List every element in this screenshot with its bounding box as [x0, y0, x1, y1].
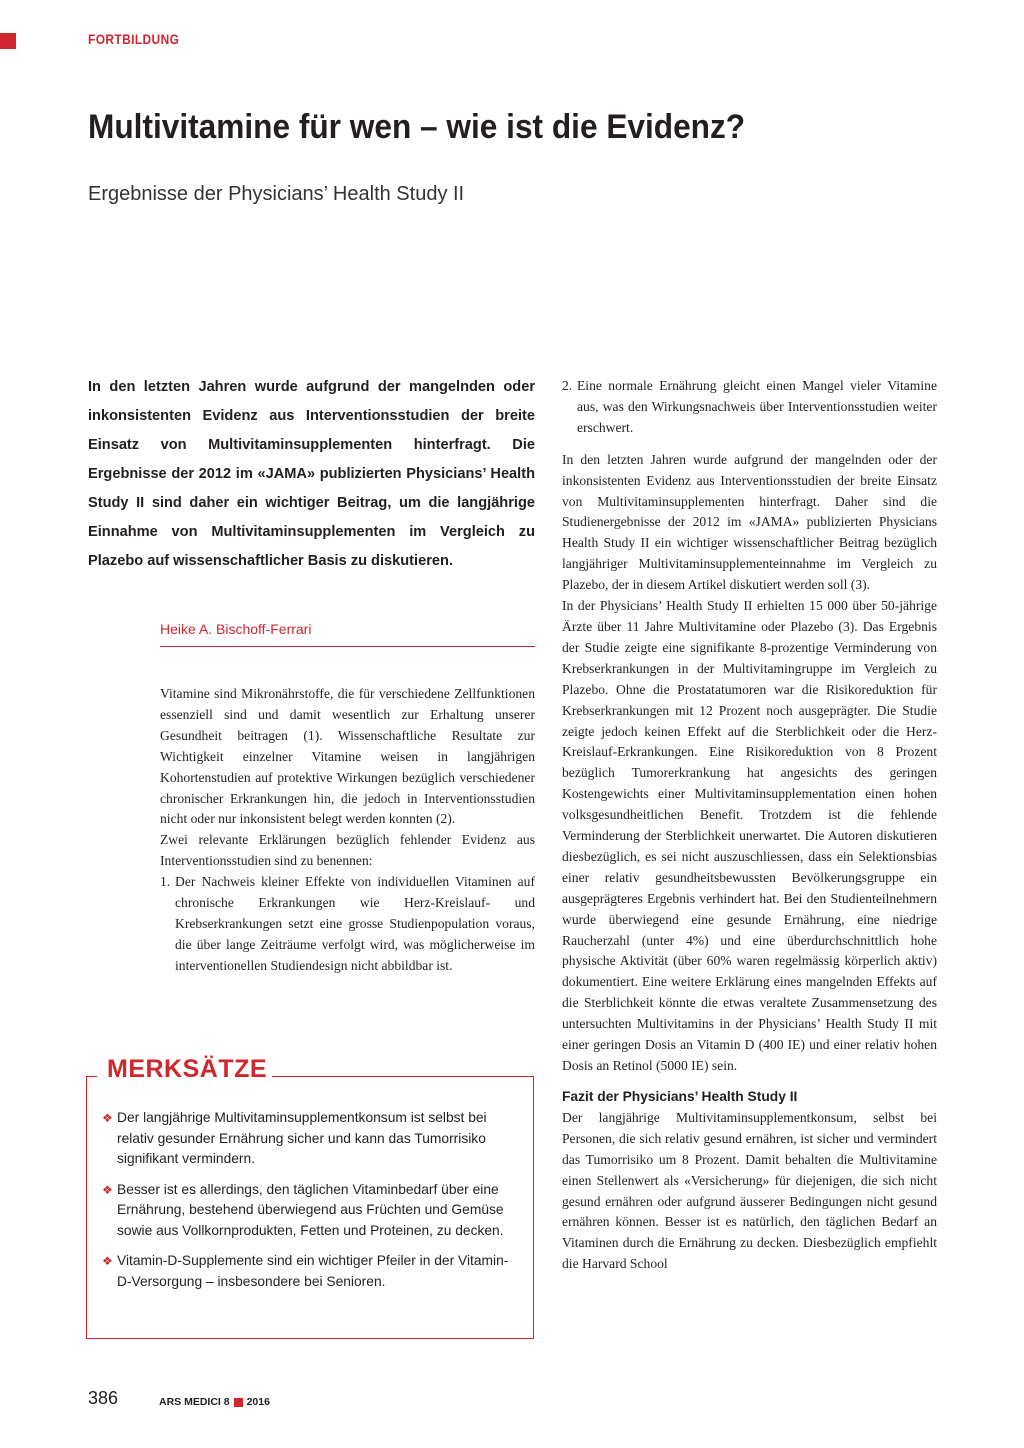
- diamond-bullet-icon: ❖: [102, 1111, 113, 1125]
- section-label: FORTBILDUNG: [88, 31, 180, 47]
- key-points-list: [102, 1108, 522, 1302]
- body-paragraph: Vitamine sind Mikronährstoffe, die für verschiedene Zellfunktionen essenziell sind und damit wesentlich zur Erhaltung unserer Gesundheit beitragen (1). Wissenschaftliche Resultate zur Wichtigkeit einzelner Vitamine weisen in langjährigen Kohortenstudien auf protektive Wirkungen bezüglich verschiedener chronischer Erkrankungen hin, die jedoch in Interventionsstudien nicht oder nur inkonsistent belegt werden konnten (2).: [160, 686, 535, 827]
- list-number: 2.: [562, 378, 573, 393]
- numbered-list: [562, 376, 937, 439]
- body-paragraph: In den letzten Jahren wurde aufgrund der mangelnden oder der inkonsistenten Evidenz aus Interventionsstudien der breite Einsatz von Multivitaminsupplementen hinterfragt. Daher sind die Studienergebnisse der 2012 im «JAMA» publizierten Physicians Health Study II ein wichtiger wissenschaftlicher Beitrag bezüglich langjähriger Multivitaminsupplementeinnahme im Vergleich zu Plazebo, der in diesem Artikel diskutiert werden soll (3).: [562, 451, 937, 593]
- article-title: Multivitamine für wen – wie ist die Evidenz?: [88, 108, 746, 146]
- diamond-bullet-icon: ❖: [102, 1182, 113, 1197]
- numbered-list: [160, 872, 535, 977]
- key-point-item: [102, 1108, 522, 1170]
- body-paragraph: Zwei relevante Erklärungen bezüglich fehlender Evidenz aus Interventionsstudien sind zu benennen:: [160, 832, 535, 869]
- article-subtitle: Ergebnisse der Physicians’ Health Study II: [88, 183, 465, 205]
- key-points-title: MERKSÄTZE: [102, 1053, 272, 1085]
- section-heading: Fazit der Physicians’ Health Study II: [562, 1088, 798, 1104]
- diamond-bullet-icon: ❖: [102, 1254, 113, 1268]
- left-column: [160, 684, 535, 977]
- key-point-text: Vitamin-D-Supplemente sind ein wichtiger Pfeiler in der Vitamin-D-Versorgung – insbesondere bei Senioren.: [117, 1253, 509, 1289]
- journal-name: ARS MEDICI 8: [159, 1396, 230, 1408]
- right-column: [562, 376, 937, 1275]
- list-item-text: Eine normale Ernährung gleicht einen Mangel vieler Vitamine aus, was den Wirkungsnachweis über Interventionsstudien weiter erschwert.: [577, 378, 937, 435]
- journal-year: 2016: [246, 1396, 270, 1408]
- footer-square-icon: [234, 1398, 243, 1407]
- key-point-text: Der langjährige Multivitaminsupplementkonsum ist selbst bei relativ gesunder Ernährung sicher und kann das Tumorrisiko signifikant vermindern.: [117, 1110, 487, 1166]
- key-point-item: [102, 1180, 522, 1242]
- author-name: Heike A. Bischoff-Ferrari: [160, 621, 535, 647]
- list-number: 1.: [160, 874, 171, 890]
- page-number: 386: [88, 1388, 119, 1408]
- key-point-item: [102, 1251, 522, 1292]
- list-item: [562, 376, 937, 439]
- journal-footer: [159, 1396, 270, 1408]
- list-item-text: Der Nachweis kleiner Effekte von individuellen Vitaminen auf chronische Erkrankungen wie Herz-Kreislauf- und Krebserkrankungen setzt eine grosse Studienpopulation voraus, die über lange Zeiträume verfolgt wird, was möglicherweise im interventionellen Studiendesign nicht abbildbar ist.: [175, 874, 535, 973]
- body-paragraph: Der langjährige Multivitaminsupplementkonsum, selbst bei Personen, die sich relativ gesund ernähren, ist sicher und vermindert das Tumorrisiko um 8 Prozent. Damit behalten die Multivitamine einen Stellenwert als «Versicherung» für diejenigen, die sich nicht gesund ernähren oder aufgrund äusserer Bedingungen nicht gesund ernähren können. Besser ist es natürlich, den täglichen Bedarf an Vitaminen durch die Ernährung zu decken. Diesbezüglich empfiehlt die Harvard School: [562, 1109, 937, 1272]
- list-item: [160, 872, 535, 977]
- body-paragraph: In der Physicians’ Health Study II erhielten 15 000 über 50-jährige Ärzte über 11 Jahre Multivitamine oder Plazebo (3). Das Ergebnis der Studie zeigte eine signifikante 8-prozentige Verminderung von Krebserkrankungen in der Multivitamingruppe im Vergleich zu Plazebo. Ohne die Prostatatumoren war die Risikoreduktion für Krebserkrankungen mit 12 Prozent noch ausgeprägter. Die Studie zeigte jedoch keinen Effekt auf die Sterblichkeit oder die Herz-Kreislauf-Erkrankungen. Eine Risikoreduktion von 8 Prozent bezüglich Tumorerkrankung hat angesichts des geringen Kostengewichts einer Multivitaminsupplementation einen hohen volksgesundheitlichen Benefit. Trotzdem ist die fehlende Verminderung der Sterblichkeit unerwartet. Die Autoren diskutieren diesbezüglich, es sei nicht auszuschliessen, dass ein Selektionsbias einer relativ gesundheitsbewussten Bevölkerungsgruppe ein ausgeprägteres Ergebnis verhindert hat. Bei den Studienteilnehmern wurde überwiegend eine gesunde Ernährung, eine niedrige Raucherzahl (unter 4%) und eine überdurchschnittlich hohe physische Aktivität (über 60% waren regelmässig körperlich aktiv) dokumentiert. Eine weitere Erklärung eines mangelnden Effekts auf die Sterblichkeit könnte die etwas veraltete Zusammensetzung des untersuchten Multivitamins in der Physicians’ Health Study II mit einer geringen Dosis an Vitamin D (400 IE) und einer relativ hohen Dosis an Retinol (5000 IE) sein.: [562, 598, 937, 1073]
- section-marker: [0, 33, 16, 49]
- lead-paragraph: In den letzten Jahren wurde aufgrund der mangelnden oder inkonsistenten Evidenz aus Interventionsstudien der breite Einsatz von Multivitaminsupplementen hinterfragt. Die Ergebnisse der 2012 im «JAMA» publizierten Physicians’ Health Study II sind daher ein wichtiger Beitrag, um die langjährige Einnahme von Multivitaminsupplementen im Vergleich zu Plazebo auf wissenschaftlicher Basis zu diskutieren.: [88, 379, 535, 569]
- key-point-text: Besser ist es allerdings, den täglichen Vitaminbedarf über eine Ernährung, bestehend überwiegend aus Früchten und Gemüse sowie aus Vollkornprodukten, Fetten und Proteinen, zu decken.: [117, 1181, 504, 1238]
